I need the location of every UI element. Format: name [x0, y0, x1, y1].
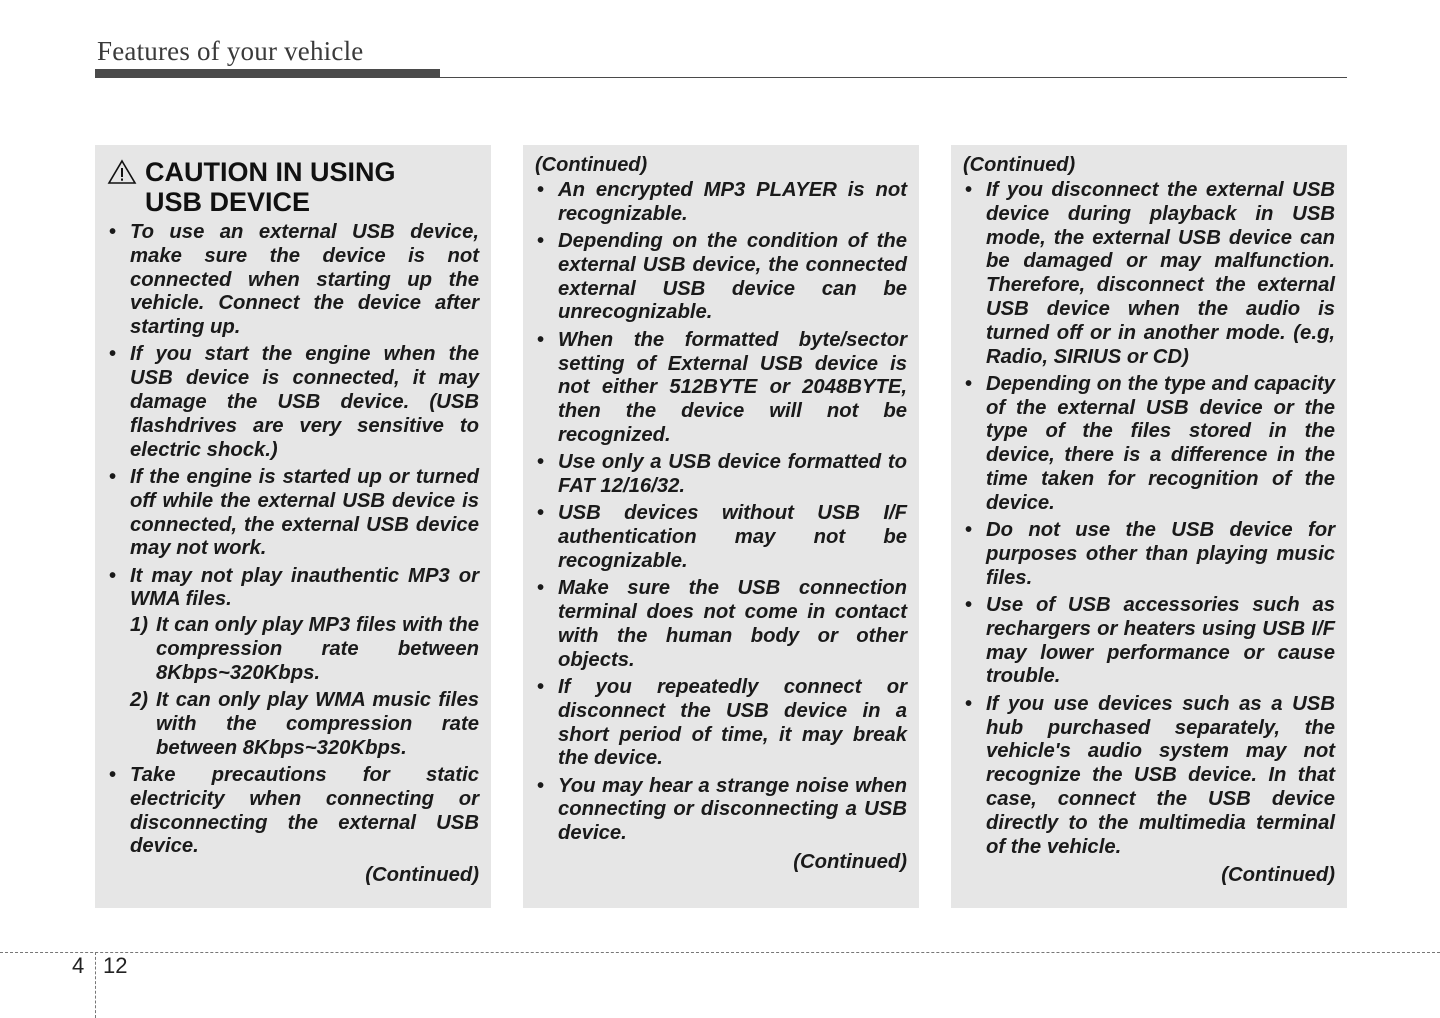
list-item: • If you start the engine when the USB device is connected, it may damage the USB device. (USB flashdrives are very sensitive to electric shock.) [107, 343, 479, 462]
list-item: • If you repeatedly connect or disconnect the USB device in a short period of time, it may break the device. [535, 676, 907, 771]
list-item: • Take precautions for static electricity when connecting or disconnecting the external USB device. [107, 764, 479, 859]
section-title: Features of your vehicle [97, 36, 364, 66]
continued-top-label: (Continued) [535, 154, 648, 176]
continued-label: (Continued) [1221, 863, 1335, 886]
list-item: • Depending on the condition of the external USB device, the connected external USB device can be unrecognizable. [535, 230, 907, 325]
footer-dashed-divider [95, 952, 96, 1018]
caution-heading [107, 157, 479, 217]
list-item: • Make sure the USB connection terminal does not come in contact with the human body or other objects. [535, 577, 907, 672]
continued-top-label: (Continued) [963, 154, 1076, 176]
list-item: • Use only a USB device formatted to FAT 12/16/32. [535, 451, 907, 499]
footer-dashed-rule [0, 952, 1440, 953]
caution-panel-3 [951, 145, 1347, 908]
list-item: • If the engine is started up or turned off while the external USB device is connected, the external USB device may not work. [107, 466, 479, 561]
list-item-with-sublist [107, 565, 479, 761]
sub-list-number: 1) [130, 614, 149, 637]
header-rule [95, 77, 1347, 78]
list-item: • You may hear a strange noise when connecting or disconnecting a USB device. [535, 775, 907, 846]
sub-list-number: 2) [130, 689, 149, 712]
list-item: • If you disconnect the external USB device during playback in USB mode, the external USB device can be damaged or may malfunction. Therefore, disconnect the external USB device when the audio is turned off or in another mode. (e.g, Radio, SIRIUS or CD) [963, 179, 1335, 369]
caution-heading-line1: CAUTION IN USING [145, 157, 396, 187]
sub-list-text: It can only play WMA music files with the compression rate between 8Kbps~320Kbps. [156, 689, 479, 759]
list-item: • USB devices without USB I/F authentication may not be recognizable. [535, 502, 907, 573]
list-item: • Use of USB accessories such as rechargers or heaters using USB I/F may lower performance or cause trouble. [963, 594, 1335, 689]
caution-panel-1 [95, 145, 491, 908]
list-item: • When the formatted byte/sector setting of External USB device is not either 512BYTE or 2048BYTE, then the device will not be recognized. [535, 329, 907, 448]
list-item: • To use an external USB device, make sure the device is not connected when starting up the vehicle. Connect the device after starting up. [107, 221, 479, 340]
list-item: • If you use devices such as a USB hub purchased separately, the vehicle's audio system may not recognize the USB device. In that case, connect the USB device directly to the multimedia terminal of the vehicle. [963, 693, 1335, 860]
continued-label: (Continued) [793, 850, 907, 873]
list-item-text: It may not play inauthentic MP3 or WMA files. [130, 564, 479, 611]
list-item: • Depending on the type and capacity of the external USB device or the type of the files stored in the device, there is a difference in the time taken for recognition of the device. [963, 373, 1335, 516]
list-item: • Do not use the USB device for purposes other than playing music files. [963, 519, 1335, 590]
caution-panel-2 [523, 145, 919, 908]
sub-list-item [130, 614, 479, 685]
caution-heading-line2: USB DEVICE [145, 187, 311, 217]
warning-triangle-icon [107, 159, 137, 185]
list-item: • An encrypted MP3 PLAYER is not recognizable. [535, 179, 907, 227]
page-number: 12 [103, 953, 128, 978]
sub-list-item [130, 689, 479, 760]
continued-label: (Continued) [365, 863, 479, 886]
sub-list-text: It can only play MP3 files with the compression rate between 8Kbps~320Kbps. [156, 614, 479, 684]
chapter-number: 4 [72, 953, 85, 978]
